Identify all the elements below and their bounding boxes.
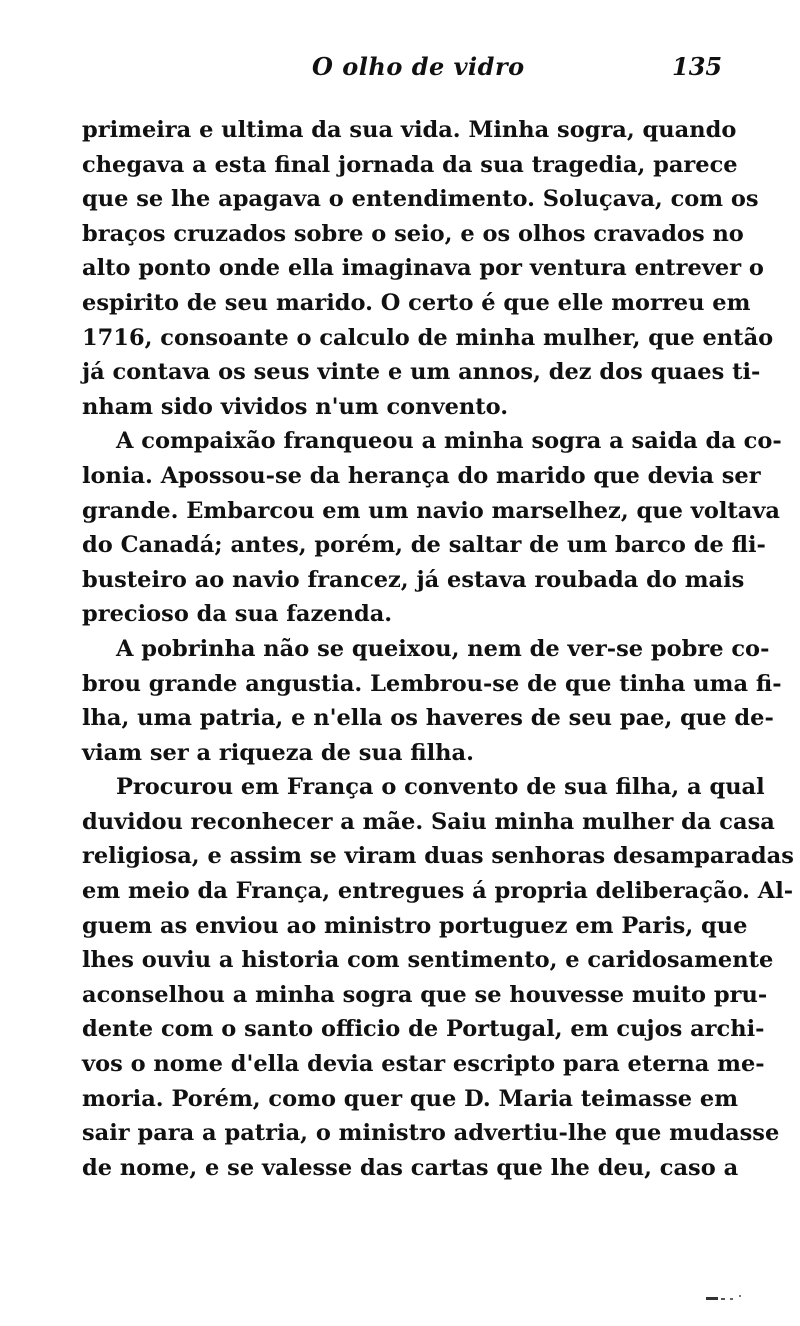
- page-number: 135: [672, 52, 723, 81]
- text-line: braços cruzados sobre o seio, e os olhos cravados no: [82, 220, 744, 247]
- text-line: lhes ouviu a historia com sentimento, e caridosamente: [82, 947, 774, 974]
- text-line: grande. Embarcou em um navio marselhez, que voltava: [82, 497, 780, 524]
- text-line: brou grande angustia. Lembrou-se de que tinha uma fi-: [82, 670, 782, 697]
- text-line: alto ponto onde ella imaginava por ventura entrever o: [82, 255, 764, 282]
- text-line: religiosa, e assim se viram duas senhoras desamparadas: [82, 843, 794, 870]
- page-header: [0, 52, 800, 92]
- text-line: já contava os seus vinte e um annos, dez dos quaes ti-: [82, 359, 761, 386]
- text-line: dente com o santo officio de Portugal, em cujos archi-: [82, 1016, 765, 1043]
- text-line: Procurou em França o convento de sua filha, a qual: [116, 774, 765, 801]
- text-line: vos o nome d'ella devia estar escripto para eterna me-: [82, 1051, 765, 1078]
- text-line: de nome, e se valesse das cartas que lhe deu, caso a: [82, 1154, 739, 1181]
- text-line: aconselhou a minha sogra que se houvesse muito pru-: [82, 981, 768, 1008]
- text-line: lha, uma patria, e n'ella os haveres de seu pae, que de-: [82, 705, 774, 732]
- text-line: viam ser a riqueza de sua filha.: [82, 739, 474, 766]
- text-line: em meio da França, entregues á propria deliberação. Al-: [82, 878, 794, 905]
- running-title: O olho de vidro: [312, 52, 525, 81]
- text-line: espirito de seu marido. O certo é que elle morreu em: [82, 289, 751, 316]
- text-line: do Canadá; antes, porém, de saltar de um barco de fli-: [82, 532, 766, 559]
- body-text: [82, 113, 794, 1185]
- text-line: precioso da sua fazenda.: [82, 601, 393, 628]
- text-line: 1716, consoante o calculo de minha mulher, que então: [82, 324, 774, 351]
- text-line: sair para a patria, o ministro advertiu-lhe que mudasse: [82, 1120, 780, 1147]
- text-line: primeira e ultima da sua vida. Minha sogra, quando: [82, 117, 737, 143]
- text-line: lonia. Apossou-se da herança do marido que devia ser: [82, 462, 761, 489]
- text-line: guem as enviou ao ministro portuguez em Paris, que: [82, 912, 748, 939]
- text-line: nham sido vividos n'um convento.: [82, 393, 509, 420]
- text-line: busteiro ao navio francez, já estava roubada do mais: [82, 566, 745, 593]
- scan-speck-mark: [706, 1294, 746, 1302]
- text-line: moria. Porém, como quer que D. Maria teimasse em: [82, 1085, 739, 1112]
- text-line: A compaixão franqueou a minha sogra a saida da co-: [116, 428, 782, 455]
- text-line: A pobrinha não se queixou, nem de ver-se pobre co-: [116, 635, 770, 662]
- text-line: que se lhe apagava o entendimento. Soluçava, com os: [82, 186, 759, 213]
- text-line: duvidou reconhecer a mãe. Saiu minha mulher da casa: [82, 808, 775, 835]
- text-line: chegava a esta final jornada da sua tragedia, parece: [82, 151, 738, 178]
